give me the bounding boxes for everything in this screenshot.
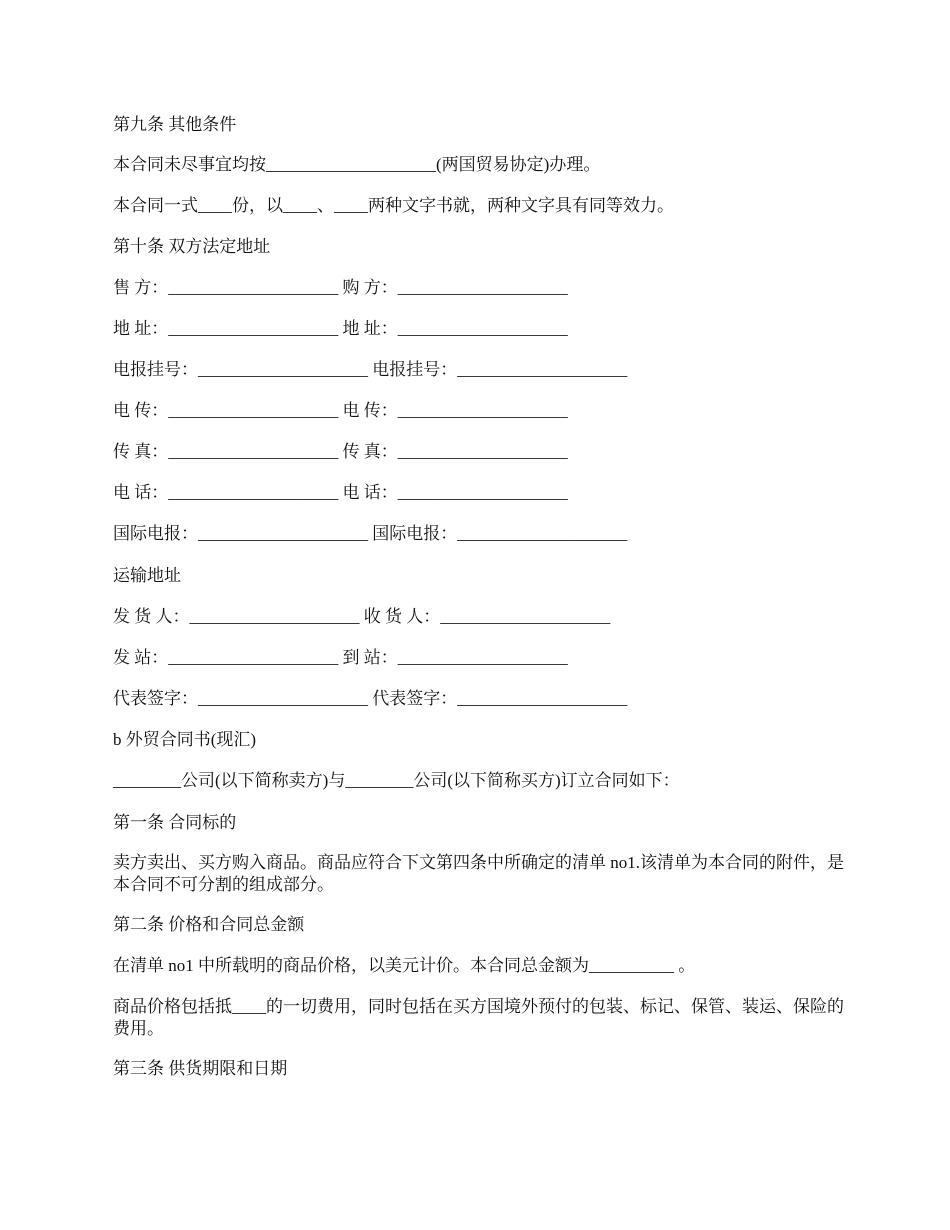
address-row-seller-buyer: 售 方：____________________ 购 方：____________________	[113, 278, 568, 297]
contract-b-article2-paragraph-1: 在清单 no1 中所载明的商品价格，以美元计价。本合同总金额为__________ 。	[113, 956, 696, 975]
address-row-address: 地 址：____________________ 地 址：____________________	[113, 319, 568, 338]
transport-heading: 运输地址	[113, 566, 181, 585]
contract-b-article3-heading: 第三条 供货期限和日期	[113, 1059, 288, 1078]
address-row-cable: 电报挂号：____________________ 电报挂号：____________________	[113, 360, 628, 379]
transport-row-shipper: 发 货 人：____________________ 收 货 人：____________________	[113, 607, 611, 626]
contract-b-article1-text: 卖方卖出、买方购入商品。商品应符合下文第四条中所确定的清单 no1.该清单为本合同的附件，是本合同不可分割的组成部分。	[113, 853, 844, 894]
contract-b-article2-heading: 第二条 价格和合同总金额	[113, 915, 305, 934]
contract-b-title: b 外贸合同书(现汇)	[113, 730, 257, 749]
address-row-phone: 电 话：____________________ 电 话：____________________	[113, 483, 568, 502]
address-row-intl-cable: 国际电报：____________________ 国际电报：____________________	[113, 524, 628, 543]
article9-paragraph-2: 本合同一式____份，以____、____两种文字书就，两种文字具有同等效力。	[113, 196, 674, 215]
article10-heading: 第十条 双方法定地址	[113, 237, 271, 256]
transport-row-station: 发 站：____________________ 到 站：____________________	[113, 648, 568, 667]
address-row-telex: 电 传：____________________ 电 传：____________________	[113, 401, 568, 420]
article9-paragraph-1: 本合同未尽事宜均按____________________(两国贸易协定)办理。	[113, 155, 601, 174]
transport-row-signature: 代表签字：____________________ 代表签字：____________________	[113, 689, 628, 708]
contract-b-intro: ________公司(以下简称卖方)与________公司(以下简称买方)订立合同如下：	[113, 771, 680, 790]
article9-heading: 第九条 其他条件	[113, 115, 237, 134]
contract-b-article1-heading: 第一条 合同标的	[113, 813, 237, 832]
contract-b-article2-paragraph-2: 商品价格包括抵____的一切费用，同时包括在买方国境外预付的包装、标记、保管、装运、保险的费用。	[113, 997, 844, 1038]
address-row-fax: 传 真：____________________ 传 真：____________________	[113, 442, 568, 461]
